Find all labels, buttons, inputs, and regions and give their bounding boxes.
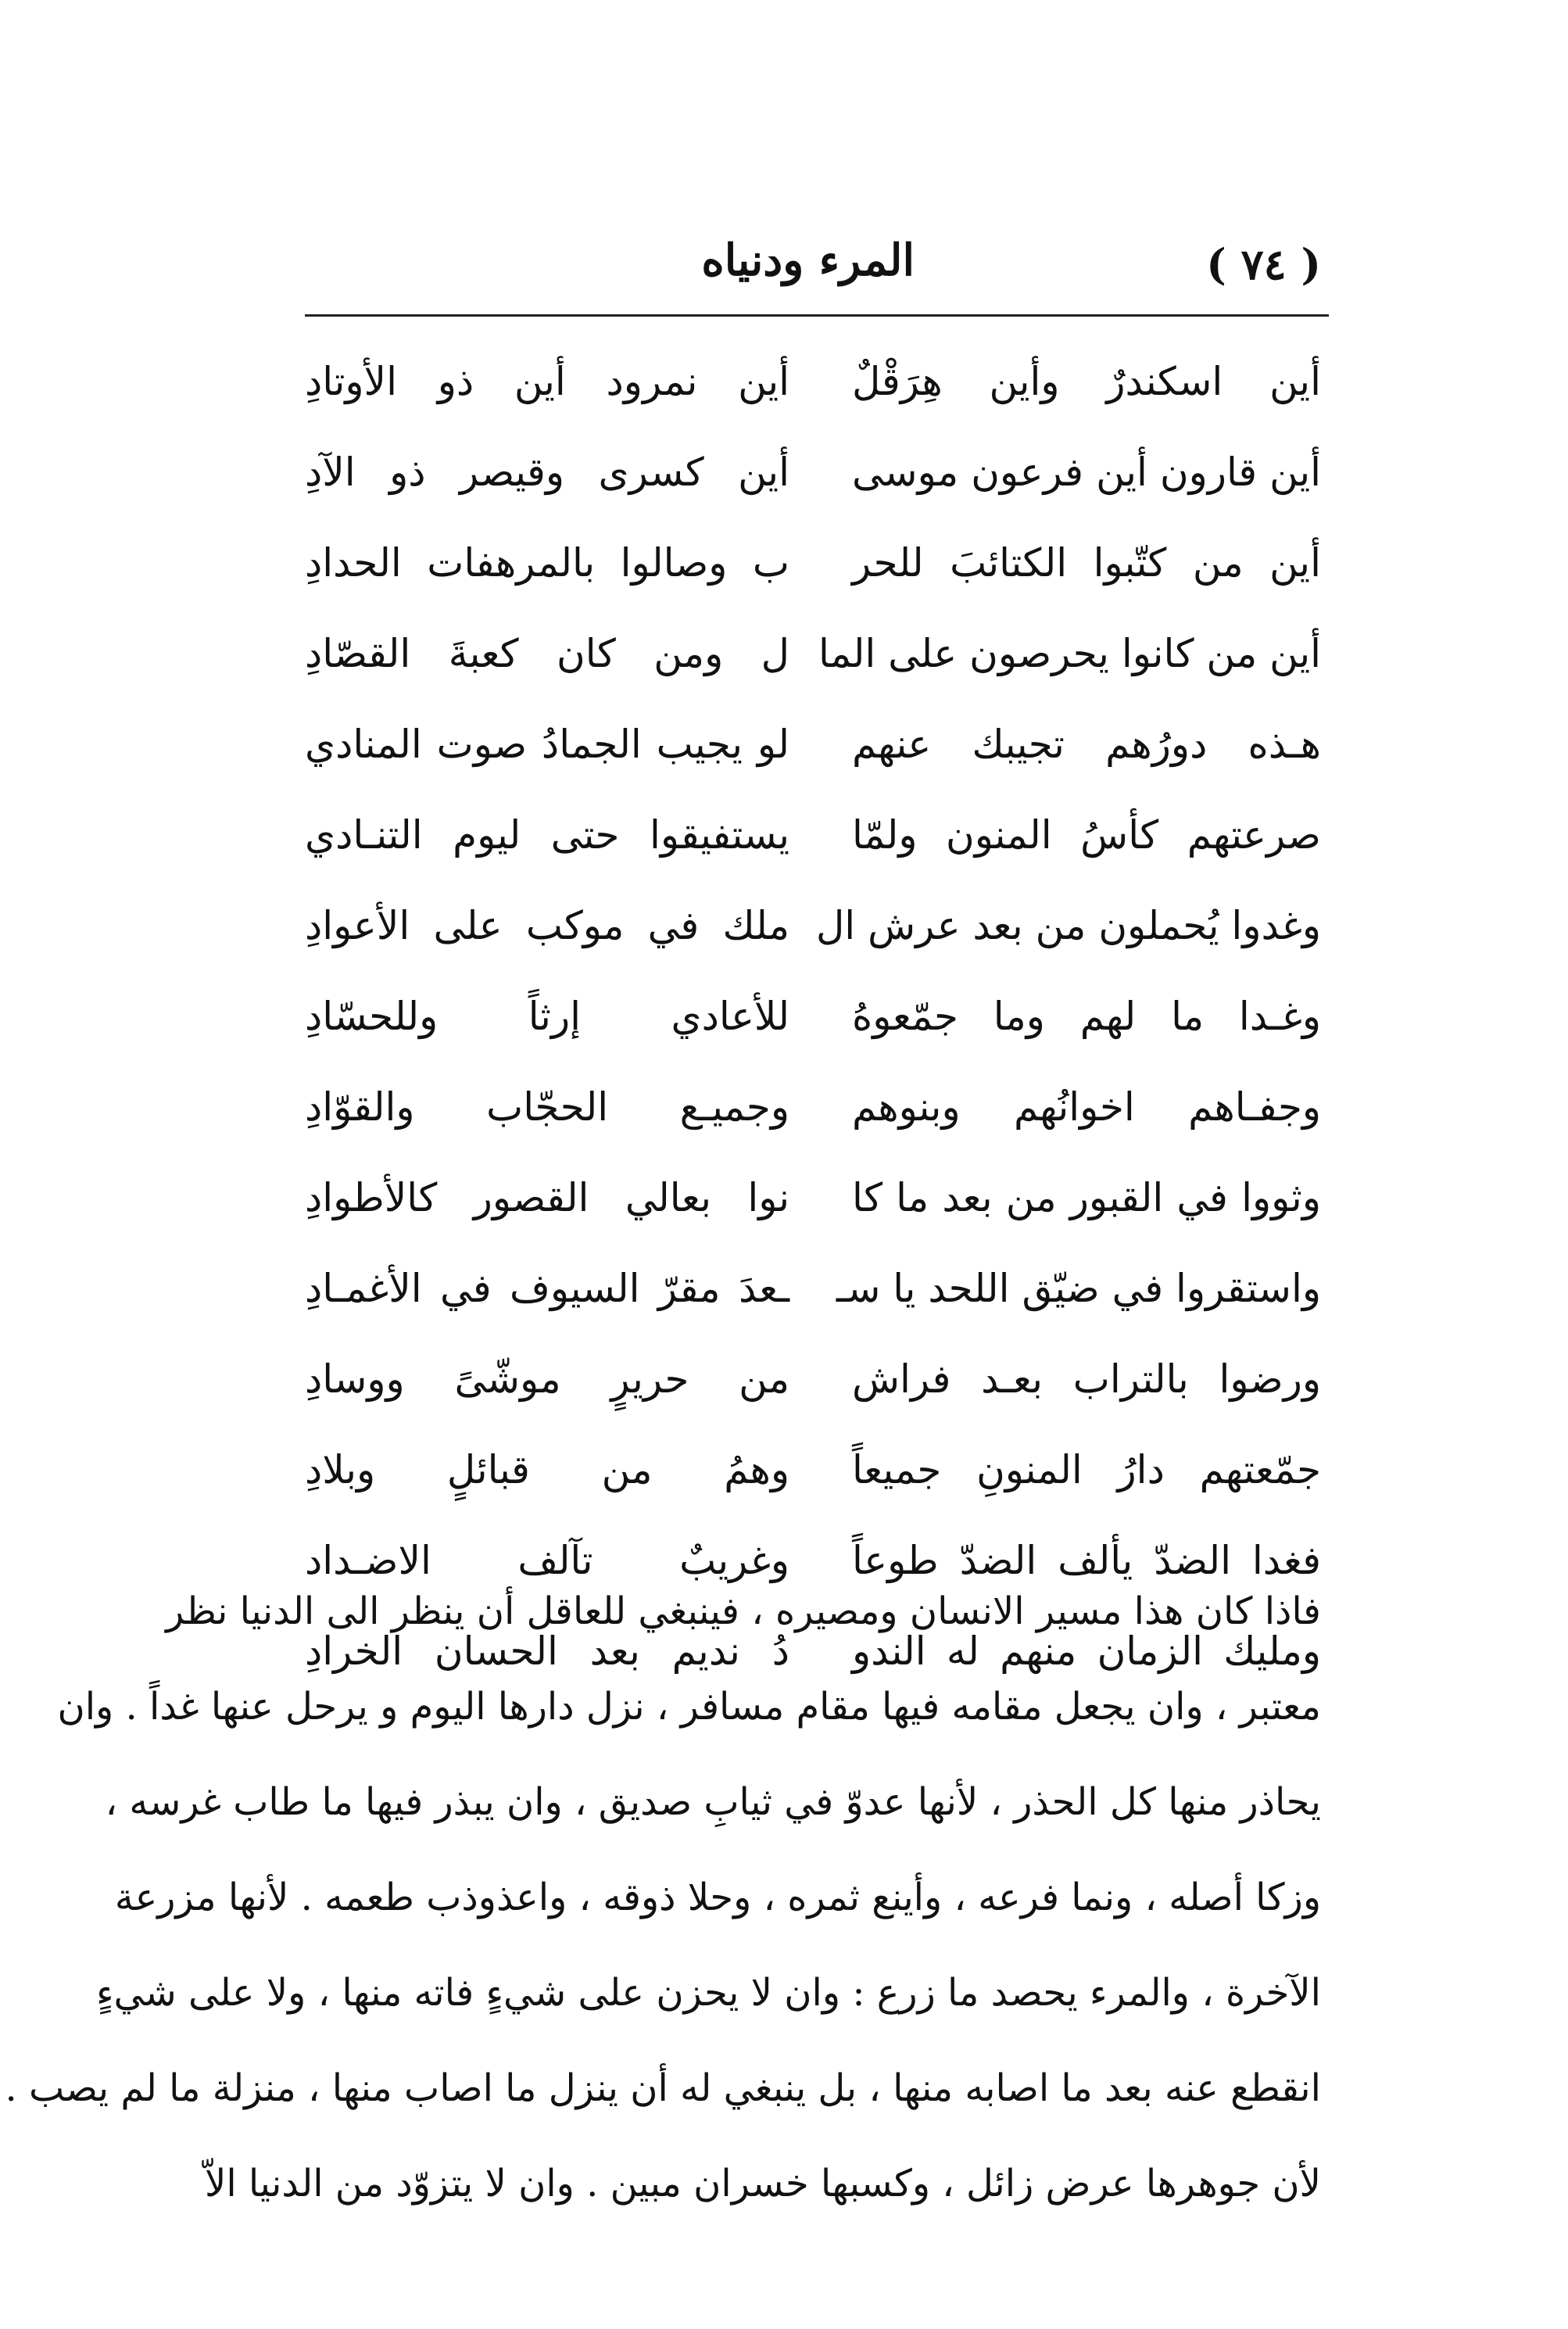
poem-verse — [305, 1243, 1321, 1334]
poem-verse — [305, 790, 1321, 880]
prose-line: لأن جوهرها عرض زائل ، وكسبها خسران مبين . وان لا يتزوّد من الدنيا الاّ — [204, 2162, 1321, 2205]
verse-second-hemistich: أين كسرى وقيصر ذو الآدِ — [305, 450, 789, 495]
verse-first-hemistich: أين اسكندرٌ وأين هِرَقْلٌ — [852, 359, 1321, 404]
prose-line: معتبر ، وان يجعل مقامه فيها مقام مسافر ، نزل دارها اليوم و يرحل عنها غداً . وان — [57, 1685, 1321, 1729]
verse-first-hemistich: أين قارون أين فرعون موسى — [852, 450, 1321, 495]
page-number: ( ٧٤ ) — [1206, 239, 1321, 289]
poem-verse — [305, 1152, 1321, 1243]
running-header — [305, 235, 1321, 305]
verse-first-hemistich: صرعتهم كأسُ المنون ولمّا — [852, 812, 1321, 858]
verse-first-hemistich: أين من كتّبوا الكتائبَ للحر — [852, 540, 1321, 586]
verse-second-hemistich: ل ومن كان كعبةَ القصّادِ — [305, 631, 789, 676]
poem-verse — [305, 518, 1321, 608]
verse-first-hemistich: واستقروا في ضيّق اللحد يا سـ — [836, 1266, 1321, 1311]
prose-line: الآخرة ، والمرء يحصد ما زرع : وان لا يحزن على شيءٍ فاته منها ، ولا على شيءٍ — [95, 1971, 1321, 2015]
verse-second-hemistich: أين نمرود أين ذو الأوتادِ — [305, 359, 789, 404]
verse-second-hemistich: وهمُ من قبائلٍ وبلادِ — [305, 1447, 789, 1492]
verse-first-hemistich: ومليك الزمان منهم له الندو — [852, 1629, 1321, 1674]
poem-verse — [305, 608, 1321, 699]
poem — [305, 336, 1321, 1697]
prose-paragraph — [5, 1564, 1321, 2231]
verse-first-hemistich: ورضوا بالتراب بعـد فراش — [852, 1356, 1321, 1402]
verse-first-hemistich: وغـدا ما لهم وما جمّعوهُ — [852, 994, 1321, 1039]
verse-first-hemistich: وثووا في القبور من بعد ما كا — [852, 1175, 1321, 1220]
verse-first-hemistich: وغدوا يُحملون من بعد عرش ال — [815, 903, 1321, 948]
poem-verse — [305, 336, 1321, 427]
verse-second-hemistich: يستفيقوا حتى ليوم التنـادي — [305, 812, 789, 858]
poem-verse — [305, 1424, 1321, 1515]
verse-second-hemistich: دُ نديم بعد الحسان الخرادِ — [305, 1629, 789, 1674]
verse-first-hemistich: جمّعتهم دارُ المنونِ جميعاً — [852, 1447, 1321, 1492]
poem-verse — [305, 1062, 1321, 1152]
verse-second-hemistich: لو يجيب الجمادُ صوت المنادي — [305, 722, 789, 767]
prose-line: انقطع عنه بعد ما اصابه منها ، بل ينبغي له أن ينزل ما اصاب منها ، منزلة ما لم يصب . — [5, 2066, 1321, 2110]
poem-verse — [305, 971, 1321, 1062]
poem-verse — [305, 1334, 1321, 1424]
header-rule — [305, 314, 1329, 317]
poem-verse — [305, 699, 1321, 790]
verse-second-hemistich: ب وصالوا بالمرهفات الحدادِ — [305, 540, 789, 586]
prose-line: يحاذر منها كل الحذر ، لأنها عدوّ في ثيابِ صديق ، وان يبذر فيها ما طاب غرسه ، — [105, 1780, 1321, 1824]
verse-first-hemistich: فغدا الضدّ يألف الضدّ طوعاً — [852, 1538, 1321, 1583]
poem-verse — [305, 880, 1321, 971]
verse-second-hemistich: ـعدَ مقرّ السيوف في الأغمـادِ — [305, 1266, 789, 1311]
verse-first-hemistich: أين من كانوا يحرصون على الما — [818, 631, 1321, 676]
verse-second-hemistich: من حريرٍ موشّىً ووسادِ — [305, 1356, 789, 1402]
verse-second-hemistich: وغريبٌ تآلف الاضـداد — [305, 1538, 789, 1583]
verse-second-hemistich: وجميـع الحجّاب والقوّادِ — [305, 1084, 789, 1130]
verse-first-hemistich: هـذه دورُهم تجيبك عنهم — [852, 722, 1321, 767]
verse-second-hemistich: للأعادي إرثاً وللحسّادِ — [305, 994, 789, 1039]
prose-line: وزكا أصله ، ونما فرعه ، وأينع ثمره ، وحلا ذوقه ، واعذوذب طعمه . لأنها مزرعة — [114, 1876, 1321, 1919]
prose-line: فاذا كان هذا مسير الانسان ومصيره ، فينبغي للعاقل أن ينظر الى الدنيا نظر — [166, 1589, 1321, 1633]
verse-second-hemistich: ملك في موكب على الأعوادِ — [305, 903, 789, 948]
verse-first-hemistich: وجفـاهم اخوانُهم وبنوهم — [852, 1084, 1321, 1130]
poem-verse — [305, 427, 1321, 518]
verse-second-hemistich: نوا بعالي القصور كالأطوادِ — [305, 1175, 789, 1220]
running-title: المرء ودنياه — [701, 235, 915, 286]
